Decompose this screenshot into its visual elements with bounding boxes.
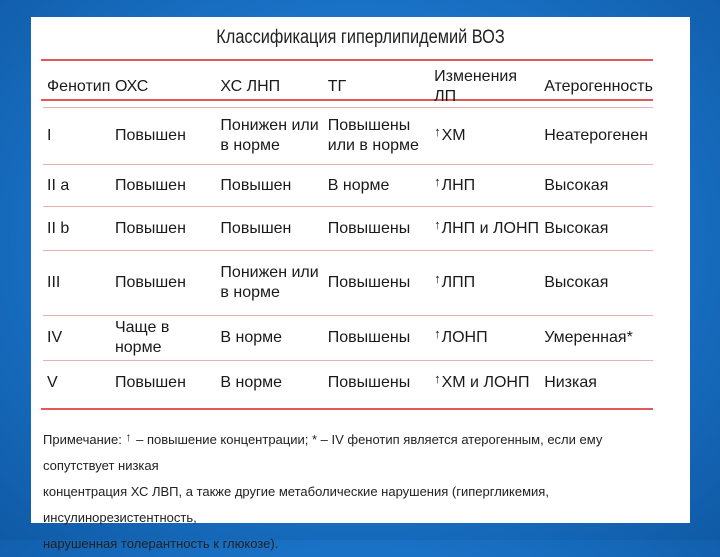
footnote-line-1: Примечание: ↑ – повышение концентрации; * – IV фенотип является атерогенным, если ему сопутствует низкая [43, 430, 603, 473]
footnote [43, 427, 658, 557]
footnote-line-2: концентрация ХС ЛВП, а также другие метаболические нарушения (гипергликемия, инсулинорезистентность, [43, 484, 549, 525]
header-atherogenicity: Атерогенность [544, 78, 653, 95]
cell-phenotype: IV [43, 316, 111, 361]
up-arrow-icon: ↑ [434, 326, 441, 341]
cell-phenotype: II b [43, 207, 111, 251]
cell-phenotype: I [43, 108, 111, 165]
cell-lp: ↑ЛОНП [430, 316, 540, 361]
cell-tg: Повышены или в норме [324, 108, 430, 165]
cell-ohs: Повышен [111, 165, 216, 207]
header-lp-changes: Изменения ЛП [434, 68, 518, 105]
cell-tg: Повышены [324, 361, 430, 406]
cell-phenotype: V [43, 361, 111, 406]
cell-ldl: Повышен [216, 207, 323, 251]
cell-atherogenicity: Высокая [540, 207, 653, 251]
table-row [43, 316, 653, 361]
cell-tg: В норме [324, 165, 430, 207]
bottom-rule [41, 408, 653, 410]
table-row [43, 251, 653, 316]
table-row [43, 108, 653, 165]
header-phenotype: Фенотип [47, 78, 111, 95]
top-rule [41, 59, 653, 61]
up-arrow-icon: ↑ [434, 173, 441, 189]
up-arrow-icon: ↑ [434, 271, 441, 286]
cell-ldl: В норме [216, 316, 323, 361]
cell-lp: ↑ЛНП [430, 165, 540, 207]
cell-ohs: Повышен [111, 361, 216, 406]
cell-atherogenicity: Умеренная* [540, 316, 653, 361]
table-row [43, 207, 653, 251]
cell-lp: ↑ЛПП [430, 251, 540, 316]
cell-tg: Повышены [324, 316, 430, 361]
up-arrow-icon: ↑ [434, 124, 441, 139]
table-row [43, 361, 653, 406]
cell-ldl: Понижен или в норме [216, 108, 323, 165]
up-arrow-icon: ↑ [434, 371, 441, 386]
cell-atherogenicity: Высокая [540, 165, 653, 207]
cell-ldl: Повышен [216, 165, 323, 207]
header-ldl: ХС ЛНП [220, 78, 281, 95]
up-arrow-icon: ↑ [125, 430, 132, 444]
header-ohs: ОХС [114, 78, 149, 95]
cell-ohs: Повышен [111, 207, 216, 251]
cell-phenotype: II a [43, 165, 111, 207]
cell-ohs: Повышен [111, 251, 216, 316]
cell-lp: ↑ХМ [430, 108, 540, 165]
up-arrow-icon: ↑ [434, 216, 441, 232]
cell-atherogenicity: Высокая [540, 251, 653, 316]
table-row [43, 165, 653, 207]
cell-lp: ↑ХМ и ЛОНП [430, 361, 540, 406]
cell-lp: ↑ЛНП и ЛОНП [430, 207, 540, 251]
cell-tg: Повышены [324, 207, 430, 251]
cell-atherogenicity: Низкая [540, 361, 653, 406]
classification-table [43, 67, 653, 405]
table-title: Классификация гиперлипидемий ВОЗ [216, 27, 505, 48]
cell-ldl: В норме [216, 361, 323, 406]
header-tg: ТГ [327, 78, 347, 95]
cell-ldl: Понижен или в норме [216, 251, 323, 316]
cell-ohs: Повышен [111, 108, 216, 165]
footnote-line-3: нарушенная толерантность к глюкозе). [43, 536, 279, 551]
header-row [43, 67, 653, 108]
cell-phenotype: III [43, 251, 111, 316]
cell-ohs: Чаще в норме [111, 316, 216, 361]
cell-atherogenicity: Неатерогенен [540, 108, 653, 165]
cell-tg: Повышены [324, 251, 430, 316]
slide [31, 17, 690, 551]
